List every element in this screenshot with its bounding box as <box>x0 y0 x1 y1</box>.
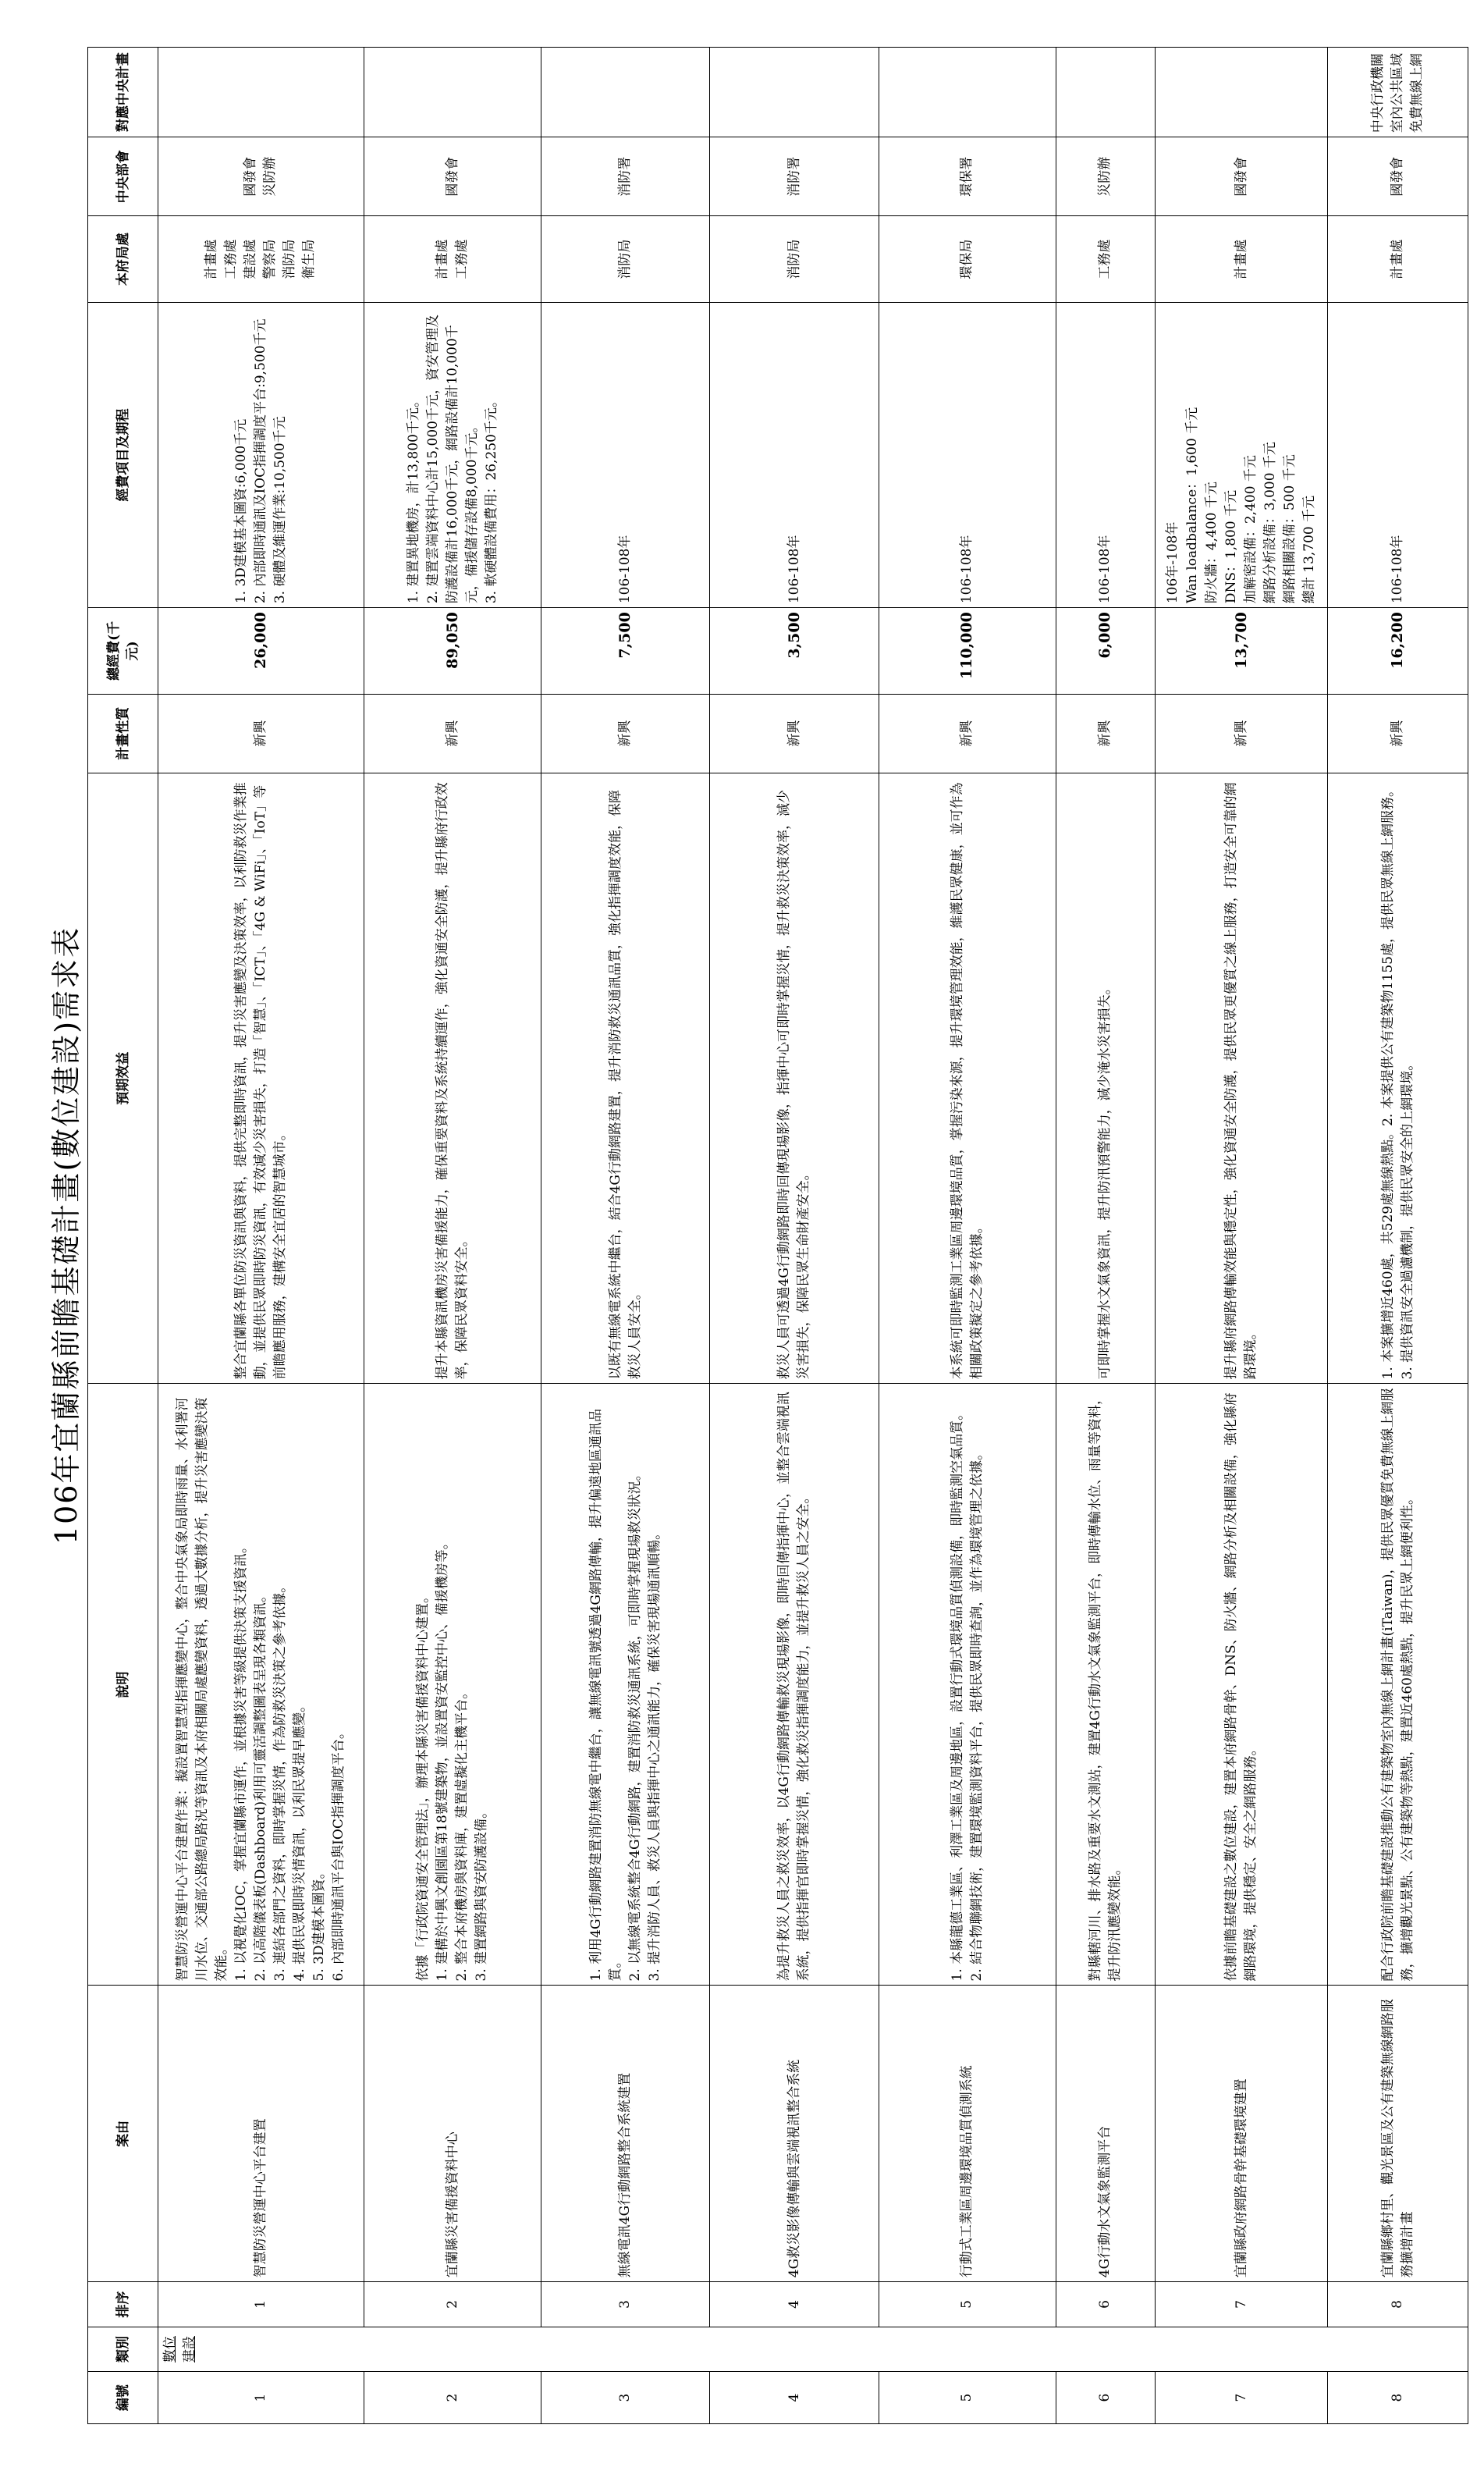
row-effect: 可即時掌握水文氣象資訊，提升防汛預警能力，減少淹水災害損失。 <box>1056 773 1155 1384</box>
row-budget: 16,200 <box>1328 608 1468 694</box>
row-num: 5 <box>879 2372 1056 2424</box>
row-nature: 新興 <box>364 694 541 773</box>
header-budget: 總經費(千元) <box>88 608 158 694</box>
row-rank: 6 <box>1056 2282 1155 2327</box>
row-effect: 提升本縣資訊機房災害備援能力，確保重要資料及系統持續運作，強化資通安全防護，提升縣府行政效率，保障民眾資料安全。 <box>364 773 541 1384</box>
row-county <box>158 216 364 302</box>
item-line: 加解密設備：2,400 千元 <box>1243 455 1259 604</box>
description-line: 依據「行政院資通安全管理法」，辦理本縣災害備援資料中心建置。 <box>415 1589 431 1982</box>
row-num: 4 <box>710 2372 879 2424</box>
county-line: 警察局 <box>262 239 279 279</box>
row-project: 4G救災影像傳輸與雲端視訊整合系統 <box>710 1986 879 2282</box>
row-project: 智慧防災營運中心平台建置 <box>158 1986 364 2282</box>
row-num: 7 <box>1155 2372 1328 2424</box>
document-title: 106年宜蘭縣前瞻基礎計畫(數位建設)需求表 <box>49 926 83 1545</box>
row-num: 2 <box>364 2372 541 2424</box>
row-budget: 89,050 <box>364 608 541 694</box>
central-line: 消防署 <box>786 156 802 197</box>
central-line: 國發會 <box>1390 156 1406 197</box>
county-line: 計畫處 <box>1233 239 1249 279</box>
row-central-plan <box>364 48 541 137</box>
row-nature: 新興 <box>541 694 710 773</box>
row-central <box>710 137 879 216</box>
county-line: 消防局 <box>786 239 802 279</box>
row-items <box>364 302 541 607</box>
item-line: 1. 建置異地機房，計13,800千元。 <box>405 394 421 604</box>
description-line: 對縣轄河川、排水路及重要水文測站，建置4G行動水文氣象監測平台，即時傳輸水位、雨量等資料，提升防汛應變效能。 <box>1087 1392 1123 1982</box>
header-central: 中央部會 <box>88 137 158 216</box>
row-budget: 3,500 <box>710 608 879 694</box>
item-line: 106年-108年 <box>1165 521 1181 604</box>
row-description <box>158 1384 364 1986</box>
row-description <box>1155 1384 1328 1986</box>
row-nature: 新興 <box>1155 694 1328 773</box>
row-project: 4G行動水文氣象監測平台 <box>1056 1986 1155 2282</box>
row-nature: 新興 <box>710 694 879 773</box>
table-row <box>1056 48 1155 2424</box>
header-effect: 預期效益 <box>88 773 158 1384</box>
item-line: 總計 13,700 千元 <box>1301 495 1318 604</box>
row-description <box>1056 1384 1155 1986</box>
central-line: 國發會 <box>444 156 460 197</box>
row-central-plan <box>158 48 364 137</box>
row-items <box>879 302 1056 607</box>
row-rank: 5 <box>879 2282 1056 2327</box>
description-line: 1. 建構於中興文創園區第18號建築物，並設置資安監控中心、備援機房等。 <box>435 1536 450 1982</box>
row-rank: 3 <box>541 2282 710 2327</box>
row-num: 1 <box>158 2372 364 2424</box>
central-line: 災防辦 <box>1097 156 1113 197</box>
county-line: 計畫處 <box>204 239 220 279</box>
row-county <box>541 216 710 302</box>
item-line: Wan loadbalance：1,600 千元 <box>1184 407 1201 604</box>
item-line: 2. 內部即時通訊及IOC指揮調度平台:9,500千元 <box>252 318 268 604</box>
row-effect: 整合宜蘭縣各單位防災資訊與資料，提供完整即時資訊，提升災害應變及決策效率，以利防救災作業推動，並提供民眾即時防災資訊，有效減少災害損失，打造「智慧」、「ICT」、「4G & WiFi」、「IoT」等前瞻應用服務，建構安全宜居的智慧城市。 <box>158 773 364 1384</box>
central-line: 國發會 <box>1233 156 1249 197</box>
central-line: 災防辦 <box>262 156 279 197</box>
table-body <box>158 48 1468 2424</box>
header-category: 類別 <box>88 2327 158 2372</box>
row-central <box>158 137 364 216</box>
header-project: 案由 <box>88 1986 158 2282</box>
row-num: 8 <box>1328 2372 1468 2424</box>
county-line: 計畫處 <box>1390 239 1406 279</box>
row-central-plan <box>710 48 879 137</box>
row-budget: 110,000 <box>879 608 1056 694</box>
row-num: 6 <box>1056 2372 1155 2424</box>
row-effect: 以既有無線電系統中繼台，結合4G行動網路建置，提升消防救災通訊品質，強化指揮調度效能，保障救災人員安全。 <box>541 773 710 1384</box>
row-central <box>1328 137 1468 216</box>
description-line: 1. 本縣龍德工業區、利澤工業區及周邊地區，設置行動式環境品質偵測設備，即時監測空氣品質。 <box>949 1406 965 1982</box>
county-line: 計畫處 <box>435 239 450 279</box>
description-line: 1. 以視覺化IOC，掌握宜蘭縣市運作，並根據災害等級提供決策支援資訊。 <box>233 1540 249 1982</box>
row-description <box>879 1384 1056 1986</box>
header-num: 編號 <box>88 2372 158 2424</box>
item-line: 防火牆：4,400 千元 <box>1204 482 1220 604</box>
row-central-plan <box>1056 48 1155 137</box>
row-county <box>1155 216 1328 302</box>
row-central <box>541 137 710 216</box>
row-budget: 6,000 <box>1056 608 1155 694</box>
description-line: 依據前瞻基礎建設之數位建設，建置本府網路骨幹、DNS、防火牆、網路分析及相關設備，強化縣府網路環境，提供穩定、安全之網路服務。 <box>1223 1392 1259 1982</box>
row-effect: 救災人員可透過4G行動網路即時回傳現場影像，指揮中心可即時掌握災情，提升救災決策效率，減少災害損失，保障民眾生命財產安全。 <box>710 773 879 1384</box>
row-nature: 新興 <box>879 694 1056 773</box>
description-line: 2. 結合物聯網技術，建置環境監測資料平台，提供民眾即時查詢，並作為環境管理之依據。 <box>968 1446 985 1982</box>
row-description <box>364 1384 541 1986</box>
description-line: 2. 以高階儀表板(Dashboard)利用可靈活調整圖表呈現各類資訊。 <box>252 1588 268 1982</box>
header-rank: 排序 <box>88 2282 158 2327</box>
row-project: 宜蘭縣政府網路骨幹基礎環境建置 <box>1155 1986 1328 2282</box>
item-line: 106-108年 <box>959 535 975 604</box>
row-central <box>879 137 1056 216</box>
row-central <box>364 137 541 216</box>
row-project: 行動式工業區周邊環境品質偵測系統 <box>879 1986 1056 2282</box>
row-rank: 7 <box>1155 2282 1328 2327</box>
description-line: 為提升救災人員之救災效率，以4G行動網路傳輸救災現場影像，即時回傳指揮中心，並整合雲端視訊系統，提供指揮官即時掌握災情，強化救災指揮調度能力，並提升救災人員之安全。 <box>776 1392 812 1982</box>
description-line: 1. 利用4G行動網路建置消防無線電中繼台，讓無線電訊號透過4G網路傳輸，提升偏遠地區通訊品質。 <box>588 1409 623 1982</box>
row-nature: 新興 <box>158 694 364 773</box>
central-line: 國發會 <box>243 156 259 197</box>
county-line: 消防局 <box>282 239 298 279</box>
row-rank: 4 <box>710 2282 879 2327</box>
row-items <box>1155 302 1328 607</box>
row-project: 無線電訊4G行動網路整合系統建置 <box>541 1986 710 2282</box>
row-county <box>1328 216 1468 302</box>
row-description <box>710 1384 879 1986</box>
row-effect: 1. 本案擴增近460處，共529處無線熱點。2. 本案提供公有建築物1155處，提供民眾無線上網服務。3. 提供資訊安全過濾機制，提供民眾安全的上網環境。 <box>1328 773 1468 1384</box>
table-row <box>364 48 541 2424</box>
header-row <box>88 48 158 2424</box>
row-rank: 2 <box>364 2282 541 2327</box>
item-line: 2. 建置雲端資料中心計15,000千元，資安管理及防護設備計16,000千元，網路設備計10,000千元，備援儲存設備8,000千元。 <box>424 315 480 604</box>
item-line: 網路相關設備：500 千元 <box>1282 454 1298 604</box>
item-line: 3. 軟硬體設備費用：26,250千元。 <box>483 394 499 604</box>
county-line: 工務處 <box>1097 239 1113 279</box>
item-line: 106-108年 <box>786 535 802 604</box>
item-line: 106-108年 <box>1390 535 1406 604</box>
row-budget: 26,000 <box>158 608 364 694</box>
county-line: 環保局 <box>959 239 975 279</box>
county-line: 消防局 <box>617 239 634 279</box>
item-line: DNS：1,800 千元 <box>1223 489 1240 604</box>
county-line: 建設處 <box>243 239 259 279</box>
row-effect: 提升縣府網路傳輸效能與穩定性，強化資通安全防護，提供民眾更優質之線上服務，打造安全可靠的網路環境。 <box>1155 773 1328 1384</box>
table-row <box>710 48 879 2424</box>
row-project: 宜蘭縣災害備援資料中心 <box>364 1986 541 2282</box>
row-county <box>364 216 541 302</box>
row-rank: 1 <box>158 2282 364 2327</box>
row-central-plan <box>1155 48 1328 137</box>
item-line: 網路分析設備：3,000 千元 <box>1262 442 1279 604</box>
central-line: 消防署 <box>617 156 634 197</box>
description-line: 3. 提升消防人員、救災人員與指揮中心之通訊能力，確保災害現場通訊順暢。 <box>646 1526 662 1982</box>
item-line: 106-108年 <box>1097 535 1113 604</box>
county-line: 工務處 <box>454 239 470 279</box>
description-line: 2. 整合本府機房與資料庫，建置虛擬化主機平台。 <box>454 1685 470 1982</box>
item-line: 106-108年 <box>617 535 634 604</box>
description-line: 3. 連結各部門之資料，即時掌握災情，作為防救災決策之參考依據。 <box>272 1579 288 1982</box>
row-effect: 本系統可即時監測工業區周邊環境品質，掌握污染來源，提升環境管理效能，維護民眾健康，並可作為相關政策擬定之參考依據。 <box>879 773 1056 1384</box>
row-items <box>158 302 364 607</box>
row-nature: 新興 <box>1328 694 1468 773</box>
row-county <box>879 216 1056 302</box>
description-line: 配合行政院前瞻基礎建設推動公有建築物室內無線上網計畫(iTaiwan)，提供民眾優質免費無線上網服務，擴增觀光景點、公有建築物等熱點，建置近460處熱點，提升民眾上網便利性。 <box>1379 1388 1415 1982</box>
row-items <box>1056 302 1155 607</box>
header-nature: 計畫性質 <box>88 694 158 773</box>
row-category <box>158 2327 1468 2372</box>
row-central <box>1056 137 1155 216</box>
description-line: 3. 建置網路與資安防護設備。 <box>474 1804 489 1982</box>
row-central-plan <box>541 48 710 137</box>
row-items <box>541 302 710 607</box>
row-nature: 新興 <box>1056 694 1155 773</box>
table-row <box>1328 48 1468 2424</box>
header-central-plan: 對應中央計畫 <box>88 48 158 137</box>
row-central-plan <box>879 48 1056 137</box>
table-row <box>879 48 1056 2424</box>
county-line: 工務處 <box>223 239 240 279</box>
row-description <box>541 1384 710 1986</box>
row-items <box>710 302 879 607</box>
category-label: 數位建設 <box>162 2336 197 2363</box>
description-line: 智慧防災營運中心平台建置作業：擬設置智慧型指揮應變中心，整合中央氣象局即時雨量、水利署河川水位、交通部公路總局路況等資訊及本府相關局處應變資料，透過大數據分析，提升災害應變決策效能。 <box>174 1397 229 1982</box>
header-items: 經費項目及期程 <box>88 302 158 607</box>
row-rank: 8 <box>1328 2282 1468 2327</box>
table-row <box>541 48 710 2424</box>
row-budget: 13,700 <box>1155 608 1328 694</box>
table-row <box>158 48 364 2424</box>
item-line: 3. 硬體及維運作業:10,500千元 <box>272 416 288 604</box>
row-items <box>1328 302 1468 607</box>
row-num: 3 <box>541 2372 710 2424</box>
header-description: 說明 <box>88 1384 158 1986</box>
description-line: 2. 以無線電系統整合4G行動網路，建置消防救災通訊系統，可即時掌握現場救災狀況。 <box>627 1467 643 1982</box>
description-line: 5. 3D建模本圖資。 <box>311 1865 327 1982</box>
row-project: 宜蘭縣鄉村里、觀光景區及公有建築無線網路服務擴增計畫 <box>1328 1986 1468 2282</box>
item-line: 1. 3D建模基本圖資:6,000千元 <box>233 418 249 604</box>
county-line: 衛生局 <box>301 239 318 279</box>
row-central-plan: 中央行政機關室內公共區域免費無線上網 <box>1328 48 1468 137</box>
header-county: 本府局處 <box>88 216 158 302</box>
description-line: 4. 提供民眾即時災情資訊，以利民眾提早應變。 <box>291 1698 307 1982</box>
row-central <box>1155 137 1328 216</box>
description-line: 6. 內部即時通訊平台與IOC指揮調度平台。 <box>330 1726 346 1982</box>
requirements-table <box>87 47 1468 2424</box>
row-county <box>1056 216 1155 302</box>
central-line: 環保署 <box>959 156 975 197</box>
table-row <box>1155 48 1328 2424</box>
row-description <box>1328 1384 1468 1986</box>
row-county <box>710 216 879 302</box>
row-budget: 7,500 <box>541 608 710 694</box>
